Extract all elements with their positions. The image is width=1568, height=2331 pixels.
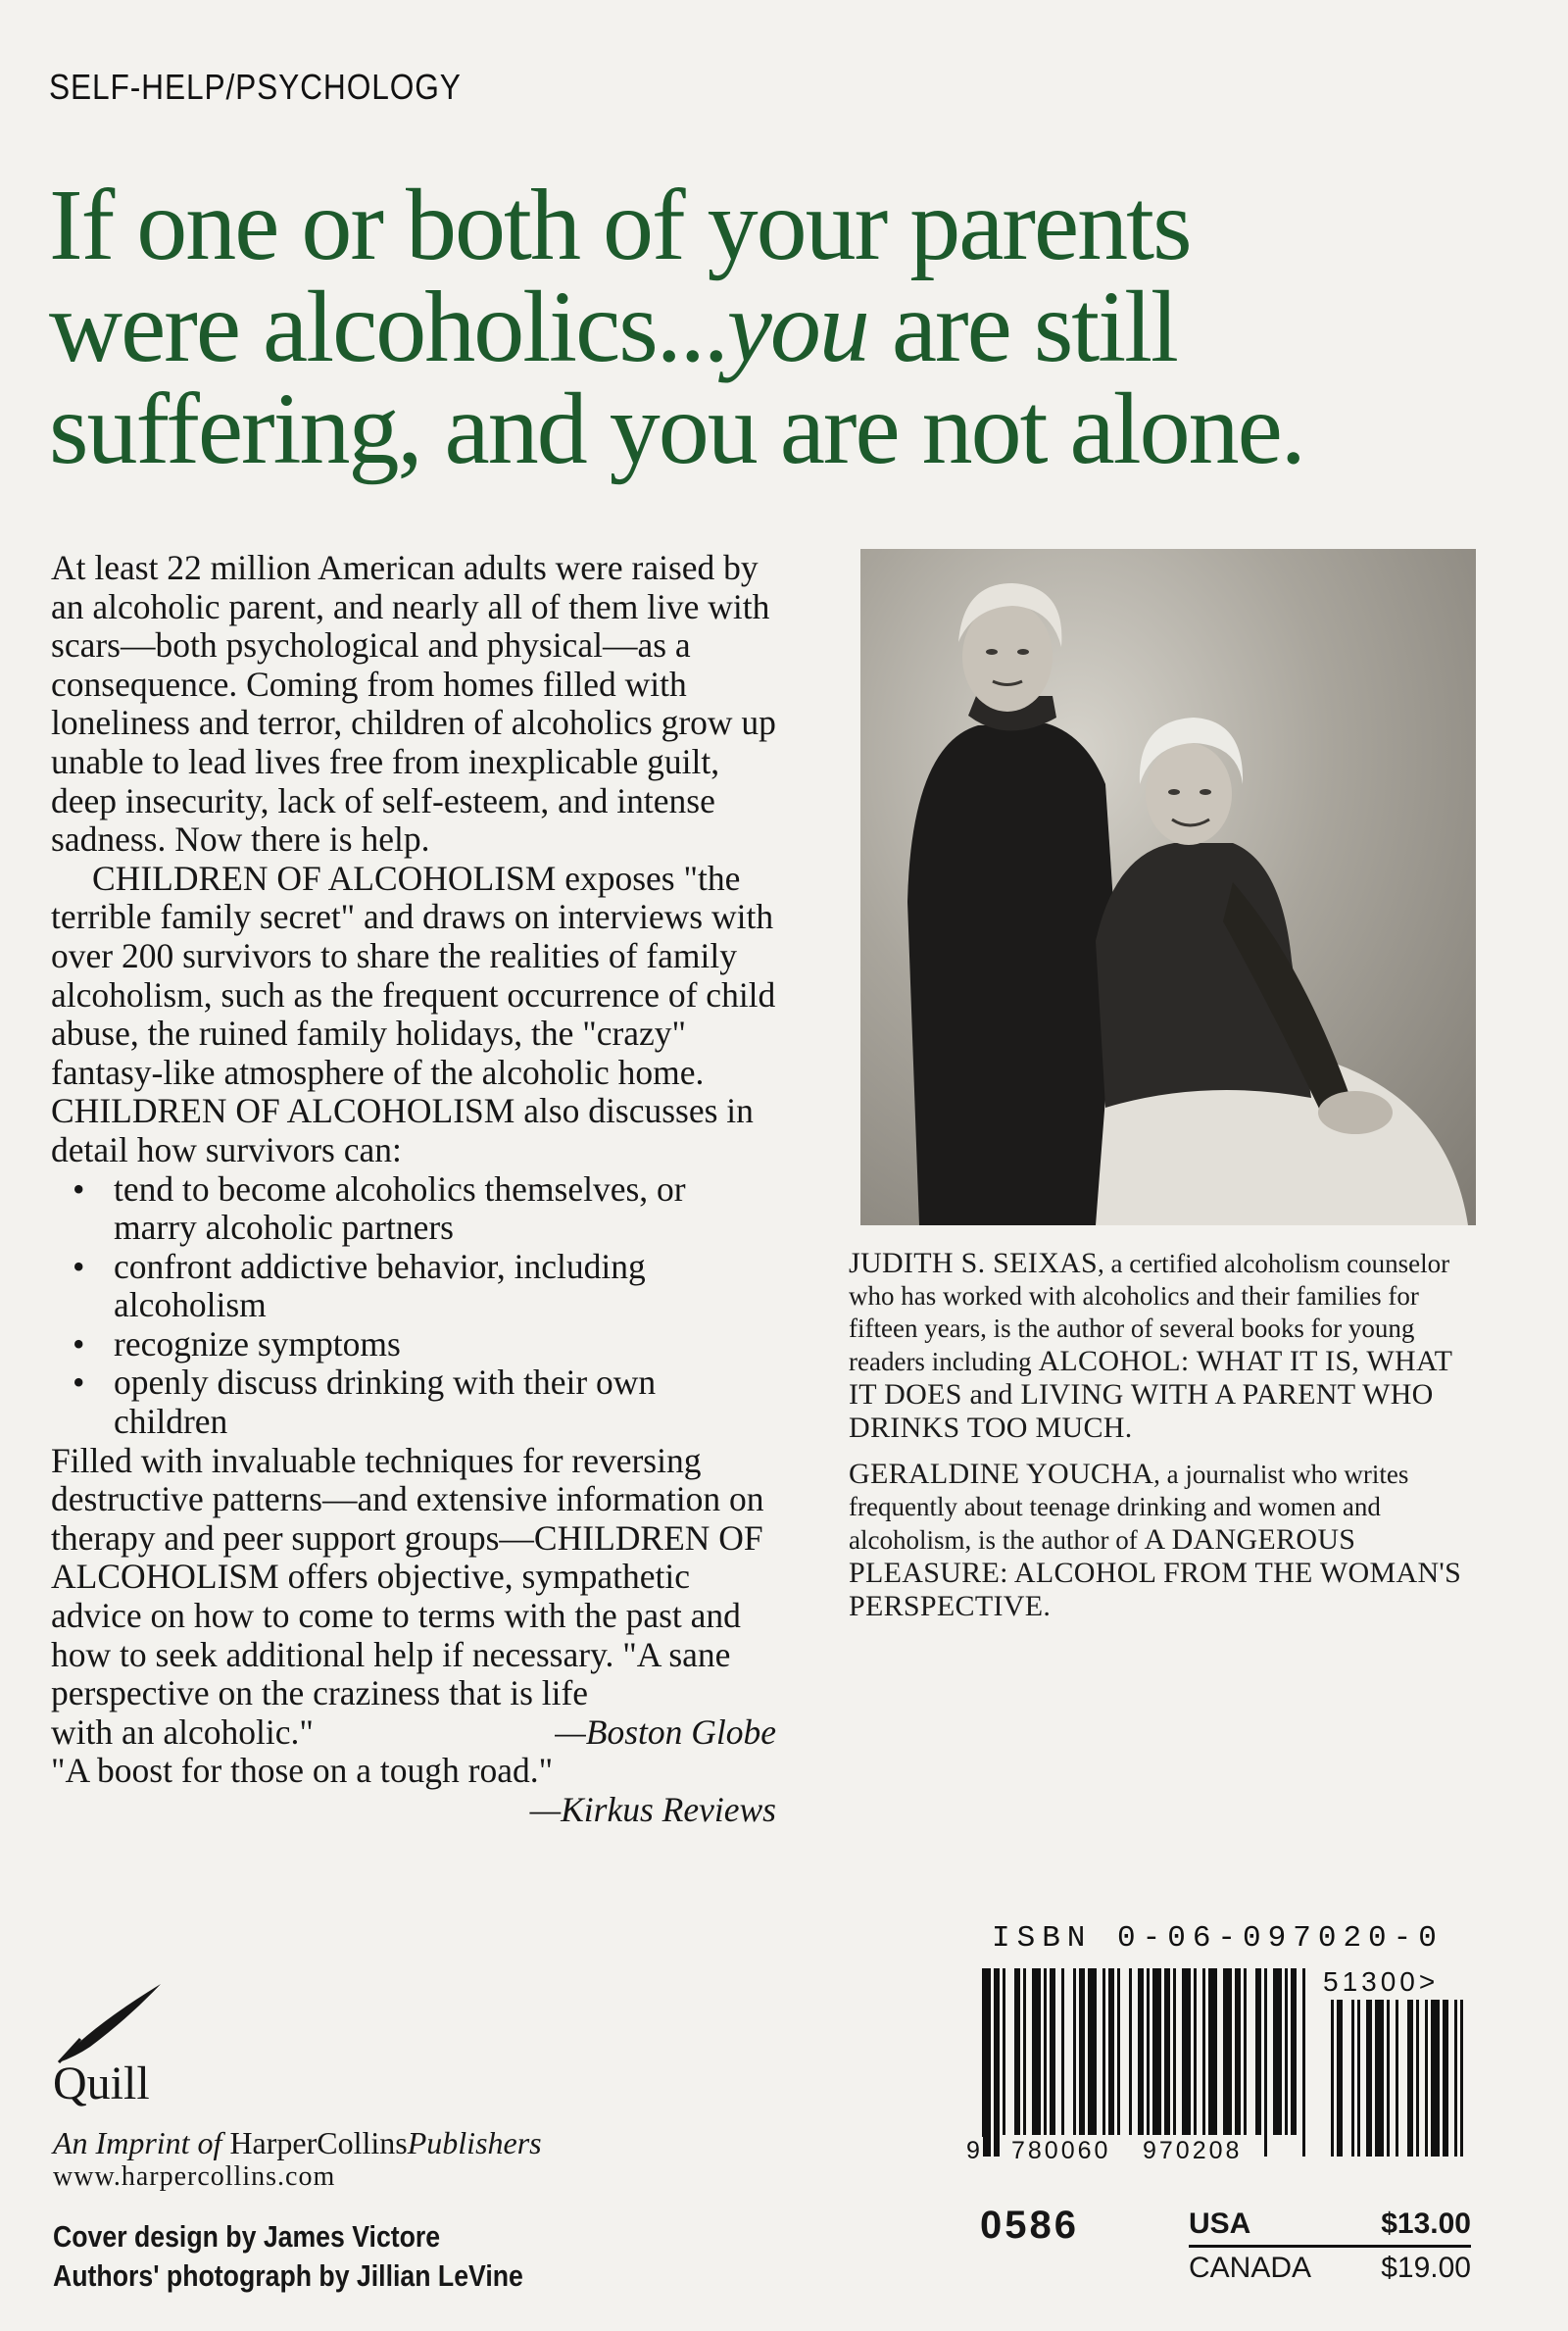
bullet-list: [51, 1170, 776, 1442]
publisher-imprint: [53, 2123, 542, 2162]
author-name-youcha: GERALDINE YOUCHA: [849, 1458, 1154, 1490]
author-bios: [849, 1247, 1486, 1636]
quill-logo-icon: [51, 1978, 169, 2066]
headline: [49, 169, 1558, 485]
headline-line-3: suffering, and you are not alone.: [49, 372, 1304, 485]
publisher-name: Quill: [53, 2058, 150, 2109]
bullet-item: • tend to become alcoholics themselves, or marry alcoholic partners: [51, 1170, 776, 1248]
barcode-digits-right: 970208: [1143, 2137, 1243, 2164]
barcode: [976, 1968, 1476, 2164]
price-table: [1189, 2204, 1471, 2289]
author-name-seixas: JUDITH S. SEIXAS: [849, 1247, 1098, 1279]
body-paragraph-2: CHILDREN OF ALCOHOLISM exposes "the terrible family secret" and draws on interviews with over 200 survivors to share the realities of family alcoholism, such as the frequent occurrence of child abuse, the ruined family holidays, the "crazy" fantasy-like atmosphere of the alcoholic home. CHILDREN OF ALCOHOLISM also discusses in detail how survivors can:: [51, 858, 776, 1169]
bio-seixas: [849, 1247, 1486, 1445]
authors-photo: [860, 549, 1476, 1225]
isbn-label: ISBN 0-06-097020-0: [992, 1921, 1444, 1956]
imprint-prefix: An Imprint of: [53, 2125, 230, 2160]
quote-1-line: [51, 1713, 776, 1753]
bio-youcha-titles: A DANGEROUS PLEASURE: ALCOHOL FROM THE WOMAN'S PERSPECTIVE.: [849, 1523, 1462, 1622]
price-region: USA: [1189, 2207, 1251, 2240]
price-value: $13.00: [1381, 2207, 1471, 2240]
bio-youcha: [849, 1458, 1486, 1623]
print-code: 0586: [980, 2204, 1079, 2247]
headline-line-1: If one or both of your parents: [49, 169, 1191, 281]
bio-youcha-text: , a journalist who writes frequently about teenage drinking and women and alcoholism, is the author of: [849, 1460, 1409, 1555]
headline-emphasis: you: [726, 271, 868, 383]
photo-credit: Authors' photograph by Jillian LeVine: [53, 2258, 523, 2293]
headline-line-2: [49, 271, 1558, 383]
quote-2: "A boost for those on a tough road.": [51, 1751, 554, 1791]
headline-line-2-end: are still: [867, 271, 1177, 383]
credits: [53, 2217, 523, 2296]
price-row-canada: [1189, 2248, 1471, 2289]
body-paragraph-1: At least 22 million American adults were raised by an alcoholic parent, and nearly all of them live with scars—both psychological and physical—as a consequence. Coming from homes filled with loneliness and terror, children of alcoholics grow up unable to lead lives free from inexplicable guilt, deep insecurity, lack of self-esteem, and intense sadness. Now there is help.: [51, 548, 776, 860]
bullet-item: • confront addictive behavior, including alcoholism: [51, 1248, 776, 1325]
headline-line-2-start: were alcoholics...: [49, 271, 727, 383]
bullet-item: • openly discuss drinking with their own children: [51, 1364, 776, 1441]
body-copy: [51, 549, 776, 1830]
quote-2-source: —Kirkus Reviews: [529, 1790, 776, 1829]
category-label: SELF-HELP/PSYCHOLOGY: [49, 67, 462, 107]
barcode-digits-left: 780060: [1011, 2137, 1111, 2164]
quote-1-source: —Boston Globe: [555, 1711, 776, 1752]
barcode-digit-first: 9: [966, 2137, 983, 2164]
price-code-digits: 51300>: [1323, 1966, 1440, 1997]
price-value: $19.00: [1381, 2252, 1471, 2284]
bullet-item: • recognize symptoms: [51, 1325, 776, 1364]
publisher-website: www.harpercollins.com: [53, 2161, 336, 2192]
imprint-suffix: Publishers: [407, 2125, 542, 2160]
price-region: CANADA: [1189, 2252, 1312, 2284]
imprint-house: HarperCollins: [229, 2125, 408, 2160]
price-row-usa: [1189, 2204, 1471, 2248]
body-paragraph-3: Filled with invaluable techniques for reversing destructive patterns—and extensive information on therapy and peer support groups—CHILDREN OF ALCOHOLISM offers objective, sympathetic advice on how to come to terms with the past and how to seek additional help if necessary. "A sane perspective on the craziness that is life: [51, 1440, 764, 1713]
cover-design-credit: Cover design by James Victore: [53, 2219, 441, 2254]
bio-seixas-titles: ALCOHOL: WHAT IT IS, WHAT IT DOES and LIVING WITH A PARENT WHO DRINKS TOO MUCH.: [849, 1345, 1452, 1444]
authors-photo-illustration: [860, 549, 1476, 1225]
quote-1-end: with an alcoholic.": [51, 1711, 314, 1752]
bio-seixas-text: , a certified alcoholism counselor who has worked with alcoholics and their families for fifteen years, is the author of several books for young readers including: [849, 1249, 1450, 1376]
